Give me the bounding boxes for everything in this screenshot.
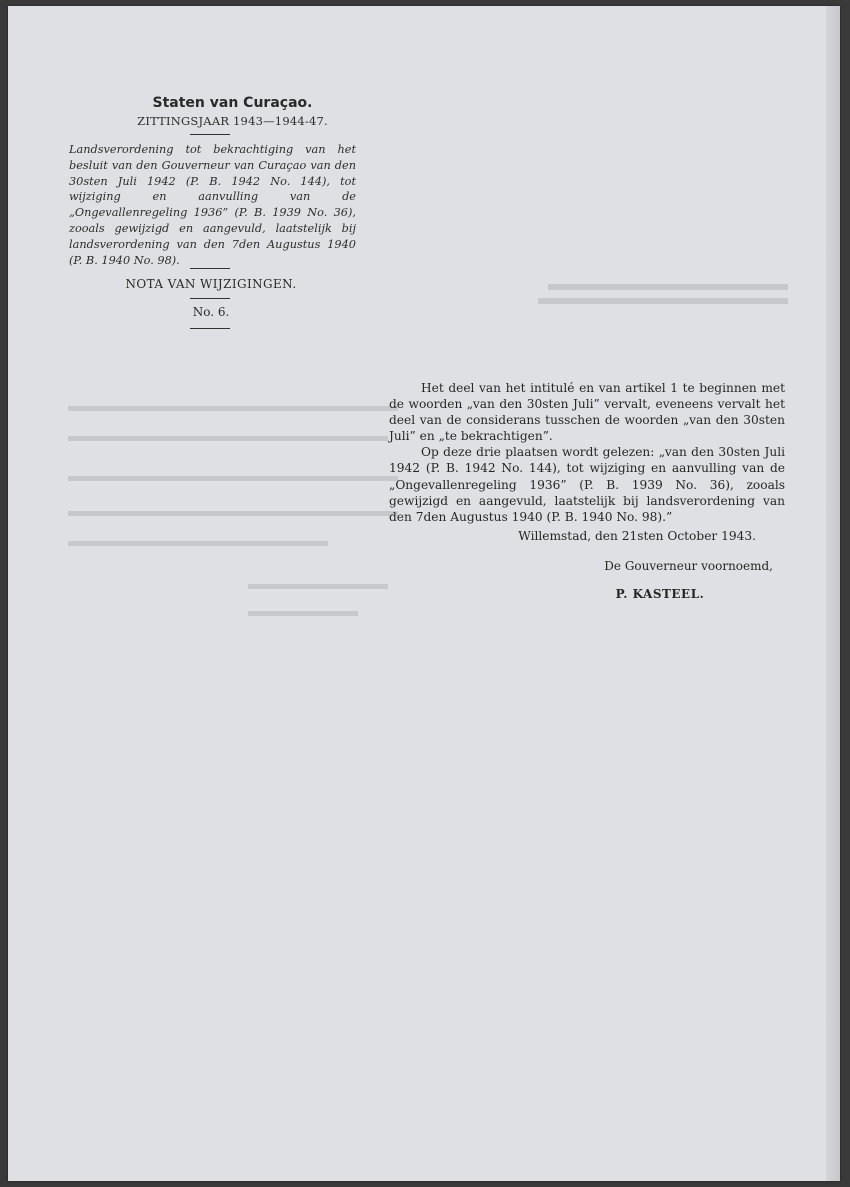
bleed-through-mark xyxy=(68,541,328,546)
bleed-through-mark xyxy=(548,284,788,290)
bleed-through-mark xyxy=(68,406,398,411)
bleed-through-mark xyxy=(248,584,388,589)
page-edge-shadow xyxy=(826,6,840,1181)
divider xyxy=(190,328,230,329)
paragraph: Op deze drie plaatsen wordt gelezen: „van den 30sten Juli 1942 (P. B. 1942 No. 144), tot wijziging en aanvulling van de „Ongevallenregeling 1936” (P. B. 1939 No. 36), zooals gewijzigd en aangevuld, laatstelijk bij landsverordening van den 7den Augustus 1940 (P. B. 1940 No. 98).” xyxy=(389,445,785,524)
document-number: No. 6. xyxy=(192,305,230,319)
nota-heading: NOTA VAN WIJZIGINGEN. xyxy=(125,277,297,291)
session-year: ZITTINGSJAAR 1943—1944-47. xyxy=(137,114,328,128)
divider xyxy=(190,268,230,269)
document-title: Staten van Curaçao. xyxy=(152,95,313,111)
amendment-text xyxy=(389,380,785,525)
bleed-through-mark xyxy=(68,436,388,441)
bleed-through-mark xyxy=(68,511,398,516)
ordinance-description: Landsverordening tot bekrachtiging van het besluit van den Gouverneur van Curaçao van den 30sten Juli 1942 (P. B. 1942 No. 144), tot wijziging en aanvulling van de „Ongevallenregeling 1936” (P. B. 1939 No. 36), zooals gewijzigd en aangevuld, laatstelijk bij landsverordening van den 7den Augustus 1940 (P. B. 1940 No. 98). xyxy=(69,143,356,267)
bleed-through-mark xyxy=(68,476,398,481)
bleed-through-mark xyxy=(538,298,788,304)
divider xyxy=(190,134,230,135)
paragraph: Het deel van het intitulé en van artikel 1 te beginnen met de woorden „van den 30sten Juli” vervalt, eveneens vervalt het deel van de considerans tusschen de woorden „van den 30sten Juli” en „te bekrachtigen”. xyxy=(389,381,785,444)
place-and-date: Willemstad, den 21sten October 1943. xyxy=(518,529,756,543)
divider xyxy=(190,298,230,299)
bleed-through-mark xyxy=(248,611,358,616)
signatory-role: De Gouverneur voornoemd, xyxy=(604,559,773,573)
signatory-name: P. KASTEEL. xyxy=(615,587,705,601)
